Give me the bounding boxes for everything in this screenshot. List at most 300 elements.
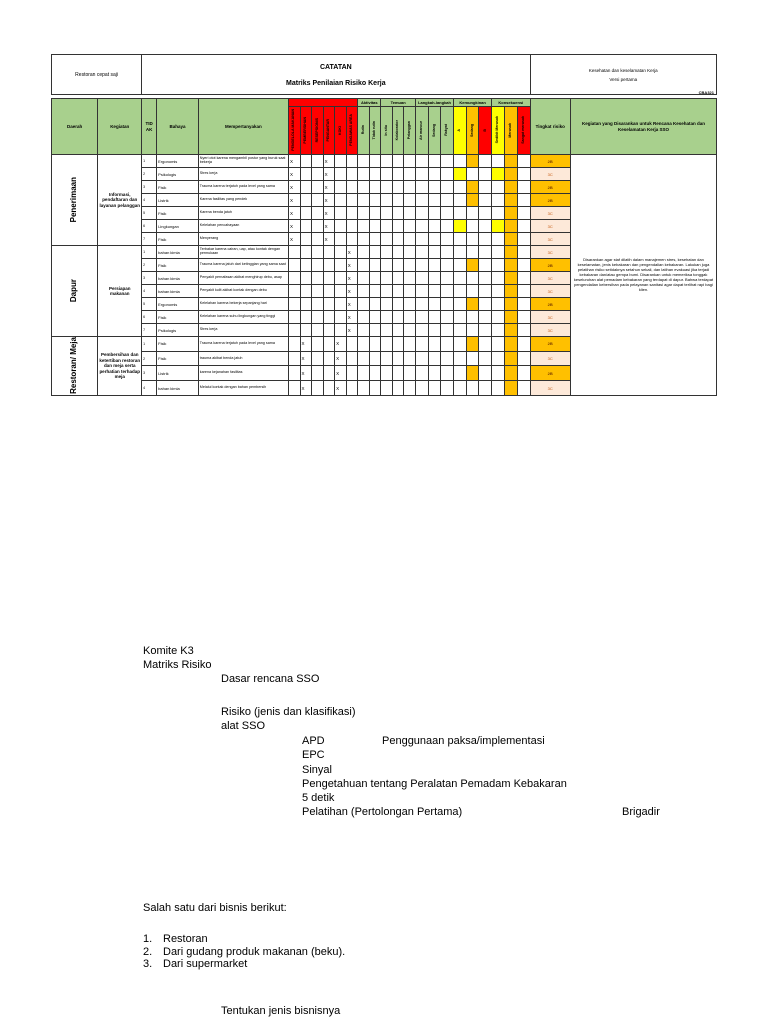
assess-cell <box>392 155 404 168</box>
staff-mark <box>335 324 347 337</box>
vert-header: PENGANTAR <box>323 107 335 155</box>
note-epc: EPC <box>302 749 325 761</box>
staff-mark <box>346 351 358 366</box>
assess-cell <box>428 351 441 366</box>
assess-cell <box>479 259 492 272</box>
assess-cell <box>392 168 404 181</box>
assess-cell <box>428 220 441 233</box>
staff-mark: X <box>288 155 300 168</box>
assess-cell <box>454 168 467 181</box>
staff-mark <box>300 311 312 324</box>
staff-mark <box>335 272 347 285</box>
assess-cell <box>517 220 530 233</box>
assess-cell <box>492 351 505 366</box>
assess-cell <box>404 259 416 272</box>
risk-level-badge: 2B <box>530 181 570 194</box>
staff-mark <box>300 285 312 298</box>
assess-cell <box>454 298 467 311</box>
assess-cell <box>369 168 381 181</box>
assess-cell <box>479 337 492 352</box>
list-item: 3. Dari supermarket <box>143 958 248 970</box>
staff-mark <box>346 233 358 246</box>
question-cell: Penyakit kulit akibat kontak dengan debu <box>198 285 288 298</box>
activity-cell: Informasi, pendaftaran dan layanan pelanggan <box>98 155 142 246</box>
assess-cell <box>454 233 467 246</box>
staff-mark <box>312 337 324 352</box>
row-number: 7 <box>142 324 157 337</box>
assess-cell <box>504 351 517 366</box>
vert-header: A <box>454 107 467 155</box>
staff-mark <box>300 246 312 259</box>
assess-cell <box>369 351 381 366</box>
assess-cell <box>504 168 517 181</box>
assess-cell <box>369 324 381 337</box>
recommendation-cell: Disarankan agar staf dilatih dalam manajemen stres, kesehatan dan keselamatan, jenis kebakaran dan pengendalian kebakaran. Lakukan juga pelatihan risiko setidaknya setahun sekali, dan latihan evakuasi jika terjadi kebakaran dan/atau gempa bumi. Disarankan untuk memeriksa tonggak keseluruhan alat pemadam kebakaran yang terdapat di dapur. Bahwa terdapat pengendalian kebersihan pada pelayanan sanitasi agar dapat terlihat rapi bagi klien. <box>570 155 716 396</box>
note-tentukan: Tentukan jenis bisnisnya <box>221 1005 341 1017</box>
assess-cell <box>392 298 404 311</box>
staff-mark <box>323 298 335 311</box>
staff-mark <box>300 168 312 181</box>
vert-header: Rutin <box>358 107 370 155</box>
assess-cell <box>479 351 492 366</box>
hazard-cell: Psikologis <box>157 324 199 337</box>
assess-cell <box>369 298 381 311</box>
staff-mark: X <box>323 207 335 220</box>
assess-cell <box>428 259 441 272</box>
staff-mark <box>300 155 312 168</box>
note-line: Komite K3 <box>143 645 194 657</box>
staff-mark <box>312 259 324 272</box>
assess-cell <box>428 272 441 285</box>
row-number: 2 <box>142 259 157 272</box>
assess-cell <box>517 285 530 298</box>
assess-cell <box>492 181 505 194</box>
assess-cell <box>466 155 479 168</box>
assess-cell <box>428 366 441 381</box>
assess-cell <box>492 285 505 298</box>
vert-header: RESEPSIONIS <box>312 107 324 155</box>
question-cell: Nyeri otot karena mengambil postur yang buruk saat bekerja <box>198 155 288 168</box>
assess-cell <box>517 324 530 337</box>
assess-cell <box>369 181 381 194</box>
assess-cell <box>404 155 416 168</box>
assess-cell <box>428 381 441 396</box>
assess-cell <box>492 366 505 381</box>
assess-cell <box>392 181 404 194</box>
staff-mark <box>300 233 312 246</box>
assess-cell <box>504 324 517 337</box>
col-kegiatan-disarankan: Kegiatan yang Disarankan untuk Rencana Kesehatan dan Keselamatan Kerja SSO <box>570 99 716 155</box>
staff-mark <box>335 246 347 259</box>
table-row <box>52 155 717 168</box>
assess-cell <box>504 155 517 168</box>
assess-cell <box>381 194 393 207</box>
assess-cell <box>358 207 370 220</box>
assess-cell <box>358 285 370 298</box>
assess-cell <box>392 220 404 233</box>
assess-cell <box>404 233 416 246</box>
staff-mark <box>335 207 347 220</box>
staff-mark: X <box>288 233 300 246</box>
staff-mark: X <box>335 351 347 366</box>
assess-cell <box>381 311 393 324</box>
col-tid: TID AK <box>142 99 157 155</box>
staff-mark <box>312 233 324 246</box>
assess-cell <box>415 233 428 246</box>
assess-cell <box>492 155 505 168</box>
staff-mark: X <box>346 259 358 272</box>
assess-cell <box>369 233 381 246</box>
note-brigadir: Brigadir <box>622 806 660 818</box>
assess-cell <box>415 381 428 396</box>
question-cell: Kelelahan karena bekerja sepanjang hari <box>198 298 288 311</box>
assess-cell <box>441 155 454 168</box>
assess-cell <box>492 194 505 207</box>
vert-header: Pelanggan <box>404 107 416 155</box>
list-item: 1. Restoran <box>143 933 208 945</box>
assess-cell <box>358 337 370 352</box>
assess-cell <box>517 181 530 194</box>
staff-mark <box>346 337 358 352</box>
assess-cell <box>415 259 428 272</box>
risk-level-badge: 2B <box>530 298 570 311</box>
staff-mark <box>346 207 358 220</box>
staff-mark <box>300 298 312 311</box>
staff-mark: X <box>300 366 312 381</box>
assess-cell <box>504 181 517 194</box>
assess-cell <box>358 298 370 311</box>
assess-cell <box>441 285 454 298</box>
staff-mark <box>288 259 300 272</box>
assess-cell <box>466 366 479 381</box>
group-aktivitas: Aktivitas <box>358 99 381 107</box>
staff-mark <box>335 233 347 246</box>
hazard-cell: Fisik <box>157 311 199 324</box>
assess-cell <box>454 381 467 396</box>
assess-cell <box>358 181 370 194</box>
assess-cell <box>492 381 505 396</box>
assess-cell <box>504 220 517 233</box>
staff-mark <box>312 207 324 220</box>
risk-level-badge: 3C <box>530 272 570 285</box>
staff-mark <box>323 381 335 396</box>
assess-cell <box>358 351 370 366</box>
staff-mark: X <box>346 272 358 285</box>
vert-header: Air mancur <box>415 107 428 155</box>
assess-cell <box>466 381 479 396</box>
assess-cell <box>492 324 505 337</box>
assess-cell <box>381 324 393 337</box>
staff-mark <box>288 324 300 337</box>
assess-cell <box>504 259 517 272</box>
assess-cell <box>428 233 441 246</box>
assess-cell <box>404 168 416 181</box>
staff-mark <box>312 168 324 181</box>
assess-cell <box>428 324 441 337</box>
staff-mark <box>288 366 300 381</box>
vert-header: Sedikit Merusak <box>492 107 505 155</box>
assess-cell <box>517 246 530 259</box>
risk-level-badge: 3C <box>530 381 570 396</box>
assess-cell <box>415 298 428 311</box>
assess-cell <box>428 168 441 181</box>
assess-cell <box>479 311 492 324</box>
staff-mark <box>300 259 312 272</box>
assess-cell <box>441 311 454 324</box>
question-cell: Kelelahan karena suhu lingkungan yang tinggi <box>198 311 288 324</box>
assess-cell <box>492 207 505 220</box>
assess-cell <box>381 351 393 366</box>
staff-mark <box>335 155 347 168</box>
assess-cell <box>392 311 404 324</box>
assess-cell <box>415 168 428 181</box>
assess-cell <box>369 155 381 168</box>
document-title <box>142 55 530 95</box>
assess-cell <box>466 272 479 285</box>
question-cell: Karena fasilitas yang pendek <box>198 194 288 207</box>
hazard-cell: bahan kimia <box>157 285 199 298</box>
assess-cell <box>441 181 454 194</box>
assess-cell <box>466 233 479 246</box>
vert-header: Tidak rutin <box>369 107 381 155</box>
assess-cell <box>369 311 381 324</box>
note-line: Risiko (jenis dan klasifikasi) <box>221 706 356 718</box>
risk-level-badge: 3C <box>530 233 570 246</box>
hazard-cell: bahan kimia <box>157 246 199 259</box>
hazard-cell: Fisik <box>157 207 199 220</box>
assess-cell <box>381 272 393 285</box>
assess-cell <box>479 381 492 396</box>
note-apd-desc: Penggunaan paksa/implementasi <box>382 735 545 747</box>
staff-mark <box>323 285 335 298</box>
assess-cell <box>517 298 530 311</box>
assess-cell <box>479 324 492 337</box>
assess-cell <box>454 194 467 207</box>
assess-cell <box>358 246 370 259</box>
vert-header: Rakyat <box>441 107 454 155</box>
assess-cell <box>415 181 428 194</box>
staff-mark <box>312 324 324 337</box>
assess-cell <box>381 337 393 352</box>
assess-cell <box>381 181 393 194</box>
staff-mark: X <box>288 207 300 220</box>
activity-cell: Persiapan makanan <box>98 246 142 337</box>
assess-cell <box>479 246 492 259</box>
note-line: alat SSO <box>221 720 266 732</box>
assess-cell <box>441 366 454 381</box>
question-cell: Trauma karena terjatuh pada level yang sama <box>198 337 288 352</box>
assess-cell <box>454 220 467 233</box>
assess-cell <box>415 207 428 220</box>
assess-cell <box>454 259 467 272</box>
matrix-body <box>52 155 717 396</box>
assess-cell <box>441 272 454 285</box>
assess-cell <box>415 285 428 298</box>
risk-level-badge: 2B <box>530 259 570 272</box>
staff-mark: X <box>323 155 335 168</box>
staff-mark: X <box>288 194 300 207</box>
staff-mark <box>335 220 347 233</box>
assess-cell <box>369 220 381 233</box>
assess-cell <box>392 337 404 352</box>
hazard-cell: Fisik <box>157 181 199 194</box>
assess-cell <box>454 246 467 259</box>
row-number: 5 <box>142 298 157 311</box>
assess-cell <box>404 337 416 352</box>
group-staff <box>288 99 357 107</box>
staff-mark <box>346 381 358 396</box>
assess-cell <box>479 233 492 246</box>
assess-cell <box>392 246 404 259</box>
assess-cell <box>504 194 517 207</box>
assess-cell <box>504 207 517 220</box>
assess-cell <box>369 366 381 381</box>
group-langkah: Langkah-langkah <box>415 99 453 107</box>
assess-cell <box>358 381 370 396</box>
staff-mark: X <box>323 181 335 194</box>
staff-mark <box>335 194 347 207</box>
area-cell <box>52 337 98 396</box>
assess-cell <box>454 181 467 194</box>
vert-header: PENGELOLA MAKANAN <box>288 107 300 155</box>
assess-cell <box>441 194 454 207</box>
assess-cell <box>415 337 428 352</box>
assess-cell <box>381 155 393 168</box>
assess-cell <box>404 194 416 207</box>
risk-level-badge: 3C <box>530 324 570 337</box>
note-line: Dasar rencana SSO <box>221 673 320 685</box>
row-number: 1 <box>142 246 157 259</box>
assess-cell <box>415 194 428 207</box>
assess-cell <box>404 246 416 259</box>
staff-mark <box>312 381 324 396</box>
assess-cell <box>479 181 492 194</box>
staff-mark <box>335 181 347 194</box>
assess-cell <box>415 366 428 381</box>
question-cell: Terbakar karena cairan, uap, atau kontak dengan permukaan <box>198 246 288 259</box>
row-number: 3 <box>142 366 157 381</box>
assess-cell <box>441 220 454 233</box>
risk-level-badge: 3C <box>530 207 570 220</box>
assess-cell <box>381 246 393 259</box>
title-text: CATATAN <box>319 64 352 71</box>
staff-mark <box>312 351 324 366</box>
group-kemungkinan: Kemungkinan <box>454 99 492 107</box>
assess-cell <box>504 233 517 246</box>
area-label: Restoran/ Meja <box>69 337 79 394</box>
assess-cell <box>369 259 381 272</box>
row-number: 1 <box>142 155 157 168</box>
col-bahaya: Bahaya <box>157 99 199 155</box>
staff-mark <box>346 181 358 194</box>
staff-mark: X <box>335 337 347 352</box>
assess-cell <box>479 285 492 298</box>
group-temuan: Temuan <box>381 99 416 107</box>
staff-mark: X <box>300 337 312 352</box>
assess-cell <box>392 285 404 298</box>
staff-mark <box>323 246 335 259</box>
assess-cell <box>492 168 505 181</box>
risk-level-badge: 3C <box>530 246 570 259</box>
staff-mark <box>312 181 324 194</box>
staff-mark <box>312 366 324 381</box>
vert-header: Sedang <box>466 107 479 155</box>
staff-mark: X <box>346 285 358 298</box>
staff-mark: X <box>335 381 347 396</box>
assess-cell <box>381 168 393 181</box>
assess-cell <box>428 181 441 194</box>
row-number: 6 <box>142 311 157 324</box>
staff-mark <box>300 207 312 220</box>
question-cell: Trauma karena jatuh dari ketinggian yang sama saat <box>198 259 288 272</box>
area-cell <box>52 155 98 246</box>
assess-cell <box>454 351 467 366</box>
hazard-cell: bahan kimia <box>157 272 199 285</box>
hazard-cell: Fisik <box>157 337 199 352</box>
staff-mark <box>346 194 358 207</box>
question-cell: Penyakit pernafasan akibat menghirup debu, asap <box>198 272 288 285</box>
assess-cell <box>369 285 381 298</box>
assess-cell <box>492 246 505 259</box>
assess-cell <box>504 366 517 381</box>
vert-header: KOKI <box>335 107 347 155</box>
assess-cell <box>479 168 492 181</box>
staff-mark: X <box>346 324 358 337</box>
assess-cell <box>517 259 530 272</box>
hazard-cell: Lingkungan <box>157 220 199 233</box>
col-pertanyaan: Mempertanyakan <box>198 99 288 155</box>
assess-cell <box>404 351 416 366</box>
assess-cell <box>504 337 517 352</box>
assess-cell <box>358 366 370 381</box>
staff-mark: X <box>323 168 335 181</box>
question-cell: trauma akibat benda jatuh <box>198 351 288 366</box>
assess-cell <box>517 233 530 246</box>
staff-mark: X <box>323 233 335 246</box>
assess-cell <box>479 194 492 207</box>
area-cell <box>52 246 98 337</box>
assess-cell <box>441 207 454 220</box>
assess-cell <box>358 272 370 285</box>
vert-header: PEMBERSIHAN <box>300 107 312 155</box>
staff-mark <box>323 337 335 352</box>
assess-cell <box>404 285 416 298</box>
staff-mark <box>288 337 300 352</box>
question-cell: Trauma karena terjatuh pada level yang sama <box>198 181 288 194</box>
row-number: 3 <box>142 272 157 285</box>
assess-cell <box>392 324 404 337</box>
assess-cell <box>479 220 492 233</box>
document-meta <box>530 55 716 95</box>
assess-cell <box>415 220 428 233</box>
staff-mark <box>346 220 358 233</box>
assess-cell <box>381 259 393 272</box>
assess-cell <box>517 337 530 352</box>
note-bisnis: Salah satu dari bisnis berikut: <box>143 902 287 914</box>
assess-cell <box>517 351 530 366</box>
col-tingkat-risiko: Tingkat risiko <box>530 99 570 155</box>
assess-cell <box>392 351 404 366</box>
assess-cell <box>369 207 381 220</box>
group-konsekuensi: Konsekuensi <box>492 99 530 107</box>
assess-cell <box>358 311 370 324</box>
assess-cell <box>504 272 517 285</box>
area-label: Dapur <box>69 278 79 303</box>
hazard-cell: Fisik <box>157 351 199 366</box>
risk-matrix-table <box>51 54 717 396</box>
assess-cell <box>504 246 517 259</box>
assess-cell <box>392 194 404 207</box>
